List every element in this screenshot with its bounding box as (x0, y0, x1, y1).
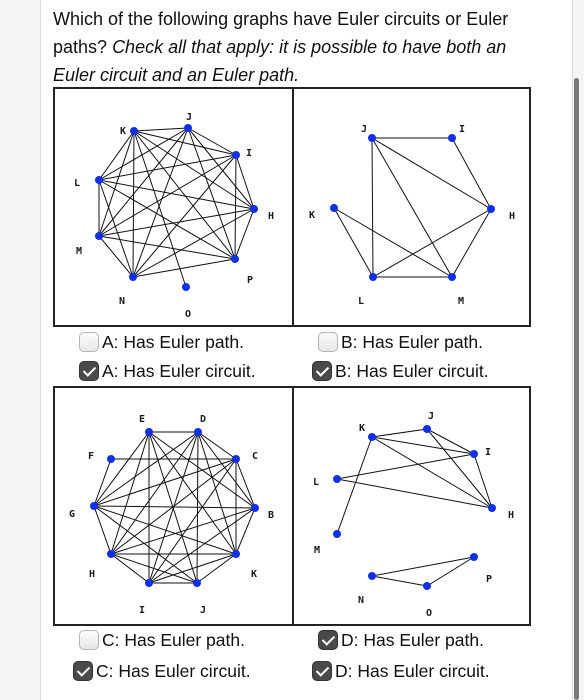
graph-a-label-I: I (245, 148, 253, 159)
option-d-path[interactable] (318, 627, 484, 653)
graph-d-edge-J-H (427, 429, 492, 508)
graph-c-edge-H-G (94, 506, 111, 554)
graph-c-label-F: F (87, 451, 95, 462)
graph-d-vertex-O (423, 582, 431, 590)
graph-a-edge-K-J (134, 128, 188, 131)
graph-b-edge-J-L (372, 138, 373, 277)
graph-a (55, 89, 296, 329)
option-c-circuit-label: C: Has Euler circuit. (96, 660, 251, 681)
graph-b-panel (292, 87, 531, 327)
graph-a-vertex-H (250, 205, 258, 213)
graph-a-vertex-O (182, 283, 190, 291)
graph-b-vertex-H (487, 205, 495, 213)
graph-b-label-I: I (458, 124, 466, 135)
graph-d (294, 388, 533, 628)
scrollbar[interactable] (574, 78, 579, 700)
graph-c-vertex-I (145, 579, 153, 587)
graph-c-label-E: E (138, 414, 146, 425)
graph-d-vertex-N (368, 572, 376, 580)
graph-a-vertex-N (129, 273, 137, 281)
graph-d-label-O: O (425, 608, 433, 619)
checkbox-c-circuit[interactable] (73, 661, 93, 681)
graph-a-edge-K-I (134, 131, 236, 155)
graph-c-label-G: G (68, 509, 76, 520)
graph-d-edge-L-I (337, 454, 474, 479)
graph-a-edge-I-P (235, 155, 236, 259)
graph-b-label-H: H (508, 211, 516, 222)
checkbox-a-path[interactable] (79, 332, 99, 352)
graph-a-vertex-J (184, 124, 192, 132)
graph-c-vertex-B (251, 504, 259, 512)
graph-c-edge-I-H (111, 554, 149, 583)
graph-a-edge-J-N (133, 128, 188, 277)
graph-a-edge-K-N (133, 131, 134, 277)
option-d-path-label: D: Has Euler path. (341, 629, 484, 650)
graph-d-label-H: H (507, 510, 515, 521)
graph-a-vertex-M (95, 232, 103, 240)
graph-a-label-M: M (75, 246, 83, 257)
option-c-path-label: C: Has Euler path. (102, 629, 245, 650)
graph-d-vertex-L (333, 475, 341, 483)
graph-b-edge-I-H (452, 138, 491, 209)
option-c-path[interactable] (79, 627, 245, 653)
graph-d-edge-L-H (337, 479, 492, 508)
question-instruction: Check all that apply: it is possible to have both an Euler circuit and an Euler path. (53, 37, 507, 85)
graph-c-vertex-D (194, 428, 202, 436)
graph-a-label-N: N (118, 296, 126, 307)
graph-d-edge-K-J (372, 429, 427, 437)
graph-a-label-J: J (185, 112, 193, 123)
option-a-circuit[interactable] (79, 358, 256, 384)
graph-d-label-I: I (484, 447, 492, 458)
graph-c-label-B: B (267, 510, 275, 521)
graph-a-edge-N-L (99, 180, 133, 277)
graph-c-label-D: D (199, 414, 207, 425)
graph-a-vertex-L (95, 176, 103, 184)
option-b-circuit[interactable] (312, 358, 489, 384)
checkbox-d-circuit[interactable] (312, 661, 332, 681)
graph-d-edge-K-H (372, 437, 492, 508)
graph-c-vertex-F (107, 455, 115, 463)
graph-d-label-M: M (313, 545, 321, 556)
graph-c-vertex-J (193, 579, 201, 587)
option-d-circuit-label: D: Has Euler circuit. (335, 660, 490, 681)
checkbox-b-path[interactable] (318, 332, 338, 352)
graph-d-vertex-J (423, 425, 431, 433)
graph-a-edge-J-P (188, 128, 235, 259)
graph-a-edge-J-H (188, 128, 254, 209)
graph-c-edge-E-H (111, 432, 149, 554)
graph-d-label-P: P (485, 574, 493, 585)
option-b-path[interactable] (318, 329, 483, 355)
graph-b-vertex-J (368, 134, 376, 142)
graph-d-label-L: L (312, 477, 320, 488)
graph-b-label-J: J (360, 124, 368, 135)
graph-a-vertex-P (231, 255, 239, 263)
graph-d-edge-N-O (372, 576, 427, 586)
graph-c-edge-I-K (149, 554, 236, 583)
graph-a-vertex-K (130, 127, 138, 135)
graph-c-label-C: C (251, 451, 259, 462)
graph-d-vertex-P (470, 553, 478, 561)
graph-d-label-J: J (427, 411, 435, 422)
graph-b-vertex-M (448, 273, 456, 281)
option-d-circuit[interactable] (312, 658, 490, 684)
graph-b-edge-H-M (452, 209, 491, 277)
graph-c-edge-D-B (198, 432, 255, 508)
graph-b-edge-L-K (334, 208, 373, 277)
graph-b-label-K: K (308, 210, 316, 221)
graph-c-edge-G-J (94, 506, 197, 583)
graph-c-vertex-C (232, 455, 240, 463)
graph-a-panel (53, 87, 294, 327)
graph-c-vertex-G (90, 502, 98, 510)
graph-a-edge-I-H (236, 155, 254, 209)
graph-a-label-K: K (119, 126, 127, 137)
graph-a-label-H: H (267, 211, 275, 222)
graph-c-label-J: J (199, 605, 207, 616)
graph-b-edge-J-M (372, 138, 452, 277)
graph-c-edge-D-C (198, 432, 236, 459)
graph-c-edge-C-G (94, 459, 236, 506)
graph-c (55, 388, 296, 628)
option-c-circuit[interactable] (73, 658, 251, 684)
graph-c-edge-K-J (197, 554, 236, 583)
option-b-circuit-label: B: Has Euler circuit. (335, 360, 489, 381)
graph-c-label-H: H (88, 569, 96, 580)
graph-d-vertex-K (368, 433, 376, 441)
graph-c-label-I: I (138, 605, 146, 616)
graph-d-edge-I-H (474, 454, 492, 508)
option-a-path-label: A: Has Euler path. (102, 331, 245, 352)
graph-b-vertex-K (330, 204, 338, 212)
graph-a-label-P: P (246, 275, 254, 286)
graph-a-edge-K-L (99, 131, 134, 180)
graph-a-label-O: O (184, 309, 192, 320)
graph-b-label-M: M (457, 296, 465, 307)
checkbox-c-path[interactable] (79, 630, 99, 650)
graph-a-vertex-I (232, 151, 240, 159)
question-text (53, 5, 553, 89)
graph-c-label-K: K (250, 569, 258, 580)
graph-a-label-L: L (73, 178, 81, 189)
graph-c-edge-E-G (94, 432, 149, 506)
graph-b-edge-J-H (372, 138, 491, 209)
checkbox-a-circuit[interactable] (79, 361, 99, 381)
option-a-circuit-label: A: Has Euler circuit. (102, 360, 256, 381)
graph-b-edge-L-H (373, 209, 491, 277)
graph-c-edge-C-I (149, 459, 236, 583)
graph-a-edge-H-P (235, 209, 254, 259)
graph-b-edge-K-M (334, 208, 452, 277)
graph-c-panel (53, 386, 294, 626)
graph-a-edge-J-I (188, 128, 236, 155)
graph-c-vertex-E (145, 428, 153, 436)
graph-d-panel (292, 386, 531, 626)
graph-c-edge-G-F (94, 459, 111, 506)
graph-b-vertex-L (369, 273, 377, 281)
option-b-path-label: B: Has Euler path. (341, 331, 484, 352)
checkbox-b-circuit[interactable] (312, 361, 332, 381)
graph-a-edge-N-M (99, 236, 133, 277)
checkbox-d-path[interactable] (318, 630, 338, 650)
graph-b (294, 89, 533, 329)
graph-d-vertex-M (333, 530, 341, 538)
graph-c-vertex-H (107, 550, 115, 558)
graph-b-label-L: L (357, 296, 365, 307)
graph-c-edge-D-K (198, 432, 236, 554)
graph-b-vertex-I (448, 134, 456, 142)
graph-c-vertex-K (232, 550, 240, 558)
graph-d-label-N: N (357, 595, 365, 606)
graph-d-edge-K-M (337, 437, 372, 534)
question-prompt: Which of the following graphs have Euler circuits or Euler paths? (53, 9, 509, 57)
option-a-path[interactable] (79, 329, 244, 355)
graph-d-label-K: K (358, 423, 366, 434)
graph-d-vertex-H (488, 504, 496, 512)
graph-d-vertex-I (470, 450, 478, 458)
